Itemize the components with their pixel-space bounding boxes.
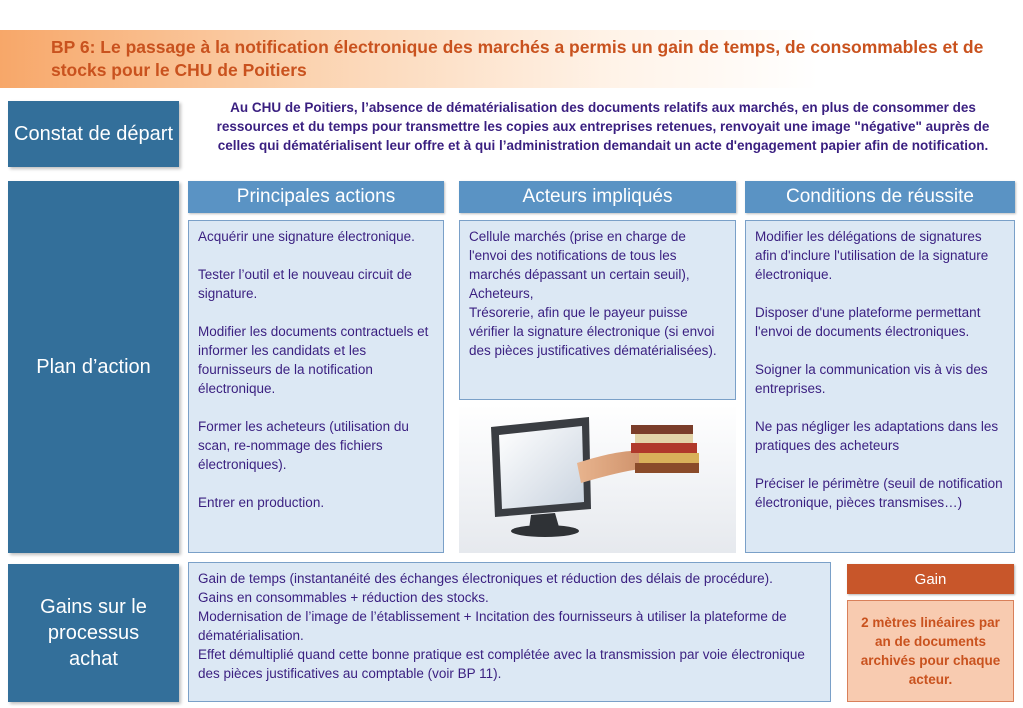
acteur-item: Acheteurs, [469,286,534,301]
gain-value-text: 2 mètres linéaires par an de documents archivés pour chaque acteur. [860,615,1001,687]
gain-header: Gain [847,564,1014,594]
constat-label: Constat de départ [8,101,179,167]
condition-item: Disposer d'une plateforme permettant l'envoi de documents électroniques. [755,305,981,339]
action-item: Entrer en production. [198,495,325,510]
header-acteurs-impliques: Acteurs impliqués [459,181,736,213]
gain-line: Modernisation de l’image de l’établissement + Incitation des fournisseurs à utiliser la plateforme de dématérialisation. [198,609,787,643]
action-item: Former les acheteurs (utilisation du scan, re-nommage des fichiers électroniques). [198,419,409,472]
acteur-item: Cellule marchés (prise en charge de l'envoi des notifications de tous les marchés dépassant un certain seuil), [469,229,690,282]
condition-item: Soigner la communication vis à vis des entreprises. [755,362,988,396]
monitor-with-books-icon [459,405,736,553]
condition-item: Ne pas négliger les adaptations dans les pratiques des acheteurs [755,419,999,453]
header-conditions-reussite: Conditions de réussite [745,181,1015,213]
gain-line: Gains en consommables + réduction des stocks. [198,590,489,605]
action-item: Modifier les documents contractuels et informer les candidats et les fournisseurs de la notification électronique. [198,324,429,396]
gains-panel [188,562,831,702]
header-principales-actions: Principales actions [188,181,444,213]
action-item: Acquérir une signature électronique. [198,229,415,244]
gain-value [847,600,1014,702]
actions-panel [188,220,444,553]
constat-text: Au CHU de Poitiers, l’absence de dématérialisation des documents relatifs aux marchés, en plus de consommer des ressources et du temps pour transmettre les copies aux entreprises retenues, renvoyait une image "négative" auprès de celles qui dématérialisent leur offre et à qui l’administration demandait un acte d'engagement papier afin de notification. [216,100,990,153]
gain-line: Effet démultiplié quand cette bonne pratique est complétée avec la transmission par voie électronique des pièces justificatives au comptable (voir BP 11). [198,647,805,681]
condition-item: Préciser le périmètre (seuil de notification électronique, pièces transmises…) [755,476,1003,510]
plan-label: Plan d’action [8,181,179,553]
gain-line: Gain de temps (instantanéité des échanges électroniques et réduction des délais de procédure). [198,571,773,586]
condition-item: Modifier les délégations de signatures afin d'inclure l'utilisation de la signature électronique. [755,229,989,282]
acteur-item: Trésorerie, afin que le payeur puisse vérifier la signature électronique (si envoi des pièces justificatives dématérialisées). [469,305,717,358]
gains-label: Gains sur le processus achat [8,564,179,702]
acteurs-panel [459,220,736,400]
conditions-panel [745,220,1015,553]
page-title: BP 6: Le passage à la notification électronique des marchés a permis un gain de temps, de consommables et de stocks pour le CHU de Poitiers [51,37,984,80]
action-item: Tester l’outil et le nouveau circuit de signature. [198,267,412,301]
